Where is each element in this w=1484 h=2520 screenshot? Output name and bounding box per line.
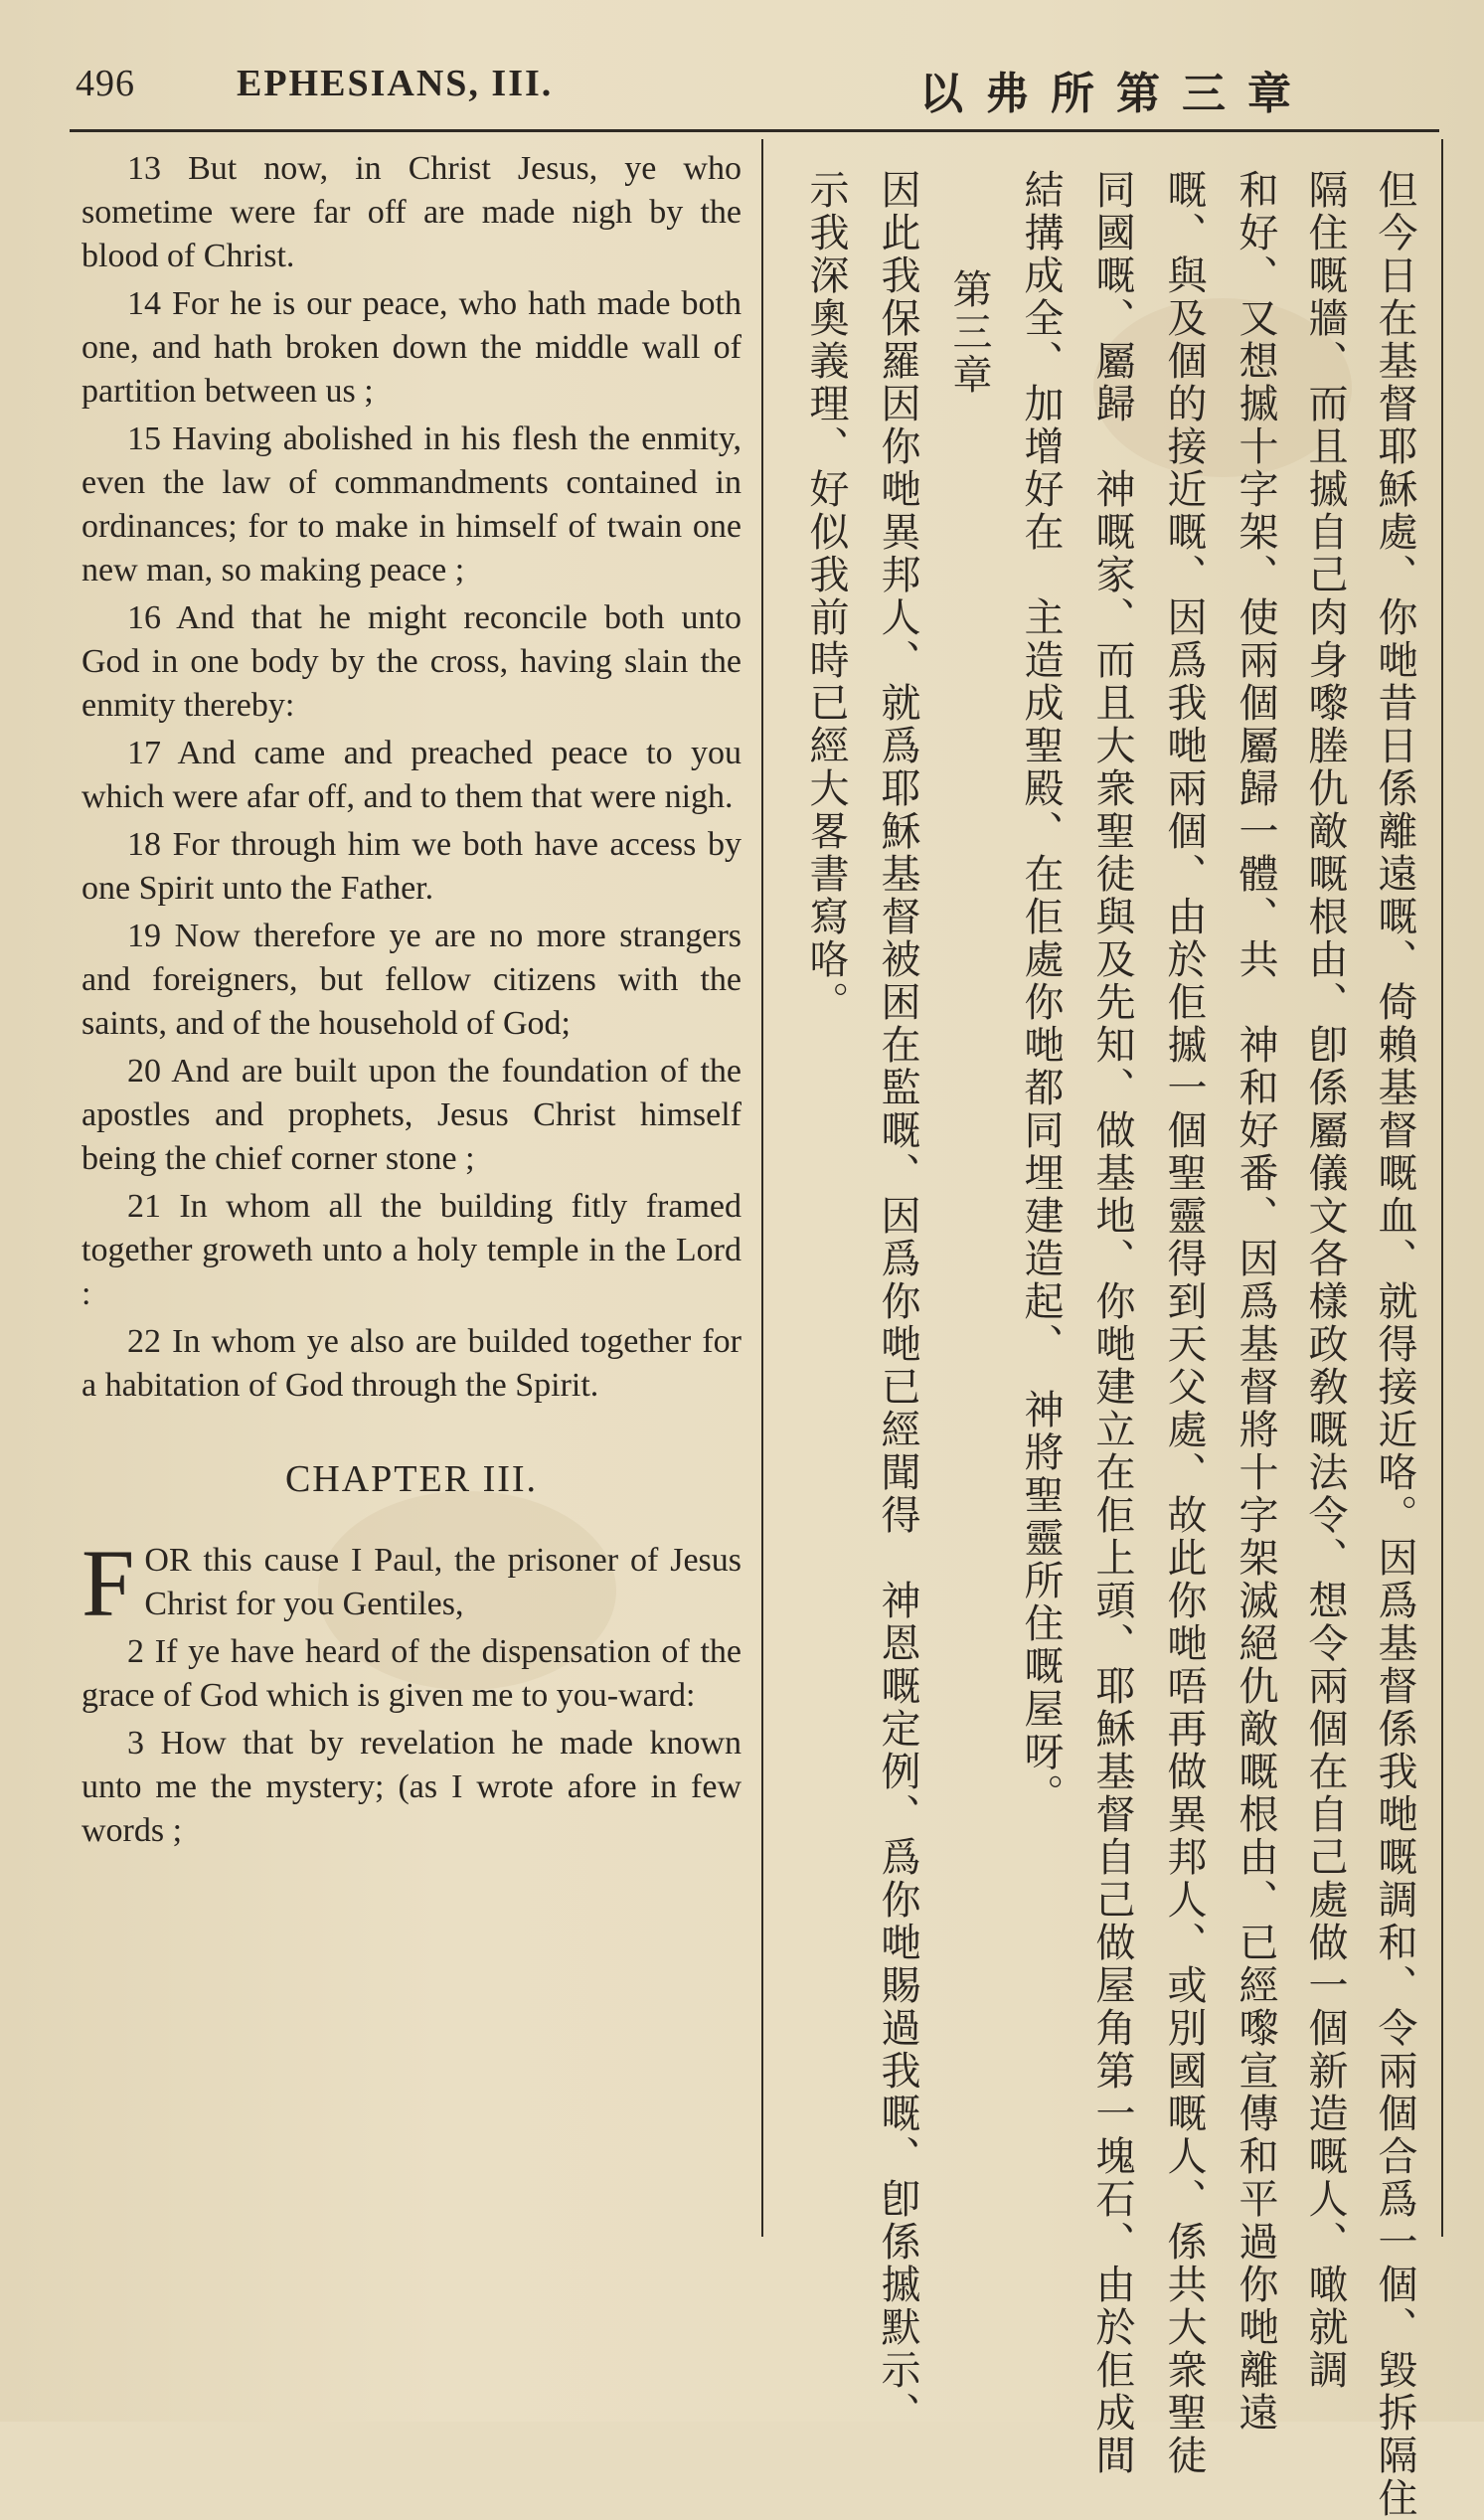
verse-15: 15 Having abolished in his flesh the enmity, even the law of commandments contained in ordinances; for to make in himself of twain one new man, so making peace ;	[82, 420, 742, 588]
chinese-chapter-heading: 第三章	[946, 268, 992, 397]
verse-3: 3 How that by revelation he made known unto me the mystery; (as I wrote afore in few words ;	[82, 1725, 742, 1849]
drop-cap: F	[82, 1530, 135, 1636]
verse-17: 17 And came and preached peace to you which were afar off, and to them that were nigh.	[82, 735, 742, 815]
english-column	[82, 147, 742, 1857]
page-header	[70, 62, 1441, 117]
column-divider	[761, 139, 763, 2237]
verse-14: 14 For he is our peace, who hath made both one, and hath broken down the middle wall of partition between us ;	[82, 285, 742, 410]
verse-16: 16 And that he might reconcile both unto God in one body by the cross, having slain the enmity thereby:	[82, 599, 742, 724]
right-margin-rule	[1441, 139, 1443, 2237]
verse-13: 13 But now, in Christ Jesus, ye who sometime were far off are made nigh by the blood of Christ.	[82, 150, 742, 274]
chinese-line: 隔住嘅牆、而且摵自己肉身嚟塍仇敵嘅根由、卽係屬儀文各樣政敎嘅法令、想令兩個在自己處做一個新造嘅人、噉就調	[1302, 169, 1348, 2392]
page-number: 496	[76, 63, 135, 104]
verse-21: 21 In whom all the building fitly framed together groweth unto a holy temple in the Lord :	[82, 1188, 742, 1312]
chinese-line: 同國嘅、屬歸 神嘅家、而且大衆聖徒與及先知、做基地、你哋建立在佢上頭、耶穌基督自己做屋角第一塊石、由於佢成間	[1089, 169, 1135, 2477]
verse-1	[82, 1530, 742, 1636]
chinese-line: 嘅、與及個的接近嘅、因爲我哋兩個、由於佢摵一個聖靈得到天父處、故此你哋唔再做異邦人、或別國嘅人、係共大衆聖徒	[1161, 169, 1207, 2477]
verse-19: 19 Now therefore ye are no more strangers and foreigners, but fellow citizens with the saints, and of the household of God;	[82, 918, 742, 1042]
chinese-line: 示我深奧義理、好似我前時已經大畧書寫咯。	[803, 169, 849, 1024]
chinese-line: 和好、又想摵十字架、使兩個屬歸一體、共 神和好番、因爲基督將十字架滅絕仇敵嘅根由、已經嚟宣傳和平過你哋離遠	[1233, 169, 1278, 2435]
verse-22: 22 In whom ye also are builded together for a habitation of God through the Spirit.	[82, 1323, 742, 1404]
verse-18: 18 For through him we both have access by one Spirit unto the Father.	[82, 826, 742, 907]
header-rule	[70, 129, 1439, 132]
verse-1-text: OR this cause I Paul, the prisoner of Jesus Christ for you Gentiles,	[144, 1542, 742, 1622]
chinese-line: 因此我保羅因你哋異邦人、就爲耶穌基督被困在監嘅、因爲你哋已經聞得 神恩嘅定例、爲你哋賜過我嘅、卽係摵默示、	[875, 169, 920, 2435]
chapter-heading: CHAPTER III.	[284, 1458, 539, 1500]
chinese-running-title: 以弗所第三章	[919, 69, 1313, 119]
chinese-line: 但今日在基督耶穌處、你哋昔日係離遠嘅、倚賴基督嘅血、就得接近咯。因爲基督係我哋嘅調和、令兩個合爲一個、毀拆隔住	[1372, 169, 1417, 2520]
chinese-column	[785, 169, 1431, 2520]
running-title: EPHESIANS, III.	[237, 63, 554, 104]
chinese-line: 結搆成全、加增好在 主造成聖殿、在佢處你哋都同埋建造起、 神將聖靈所住嘅屋呀。	[1018, 169, 1064, 1816]
verse-2: 2 If ye have heard of the dispensation of the grace of God which is given me to you-ward:	[82, 1633, 742, 1714]
verse-20: 20 And are built upon the foundation of the apostles and prophets, Jesus Christ himself being the chief corner stone ;	[82, 1053, 742, 1177]
